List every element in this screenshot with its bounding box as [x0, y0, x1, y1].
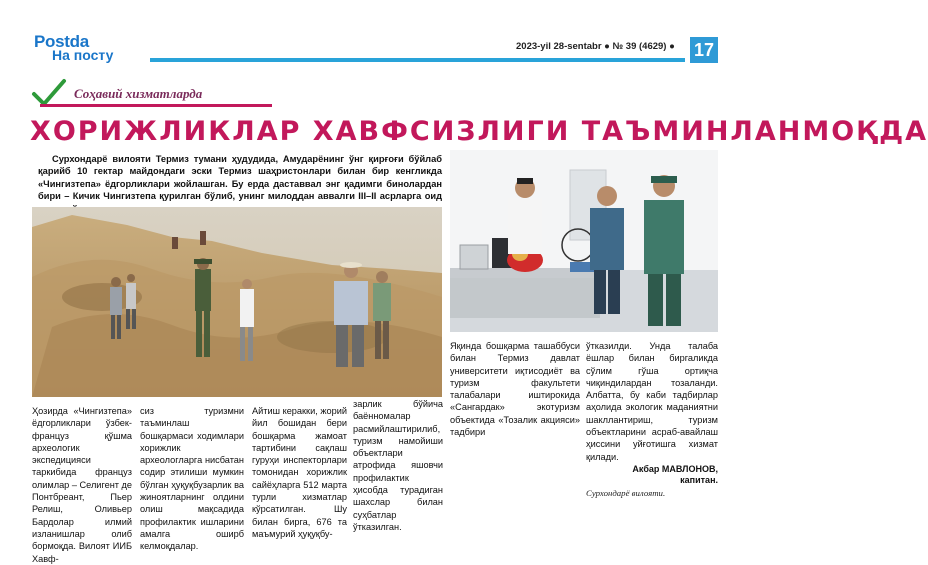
- article-column-4: зарлик бўйича баённомалар расмийлаштирилиб, туризм намойиши объектлари атрофида яшовчи профилактик ҳисобда турадиган шахслар билан суҳбатлар ўтказилган.: [353, 399, 443, 532]
- logo-line1: Postda: [34, 32, 89, 51]
- page-number: 17: [690, 37, 718, 63]
- author-rank: капитан.: [680, 475, 718, 485]
- university-room-photo: [450, 150, 718, 332]
- header-rule: [150, 58, 685, 62]
- headline: ХОРИЖЛИКЛАР ХАВФСИЗЛИГИ ТАЪМИНЛАНМОҚДА: [30, 116, 928, 147]
- newspaper-logo: [34, 32, 139, 68]
- author-name: Акбар МАВЛОНОВ,: [632, 464, 718, 474]
- logo-line2: На посту: [52, 47, 114, 63]
- article-column-1: Ҳозирда «Чингизтепа» ёдгорликлари ўзбек-француз қўшма археологик экспедицияси таркибида француз олимлар – Селигент де Понтбреант, Пьер Релиш, Оливьер Бардолар илмий изланишлар олиб бормоқда. Вилоят ИИБ Хавф-: [32, 406, 133, 564]
- dateline-place: Сурхондарё вилояти.: [586, 488, 666, 498]
- article-column-3: Айтиш керакки, жорий йил бошидан бери бошқарма жамоат тартибини сақлаш гуруҳи инспекторлари томонидан хорижлик сайёҳларга 512 марта турли хизматлар кўрсатилган. Шу билан бирга, 676 та маъмурий ҳуқуқбу-: [252, 406, 347, 539]
- lead-paragraph: Сурхондарё вилояти Термиз тумани ҳудудида, Амударёнинг ўнг қирғоғи бўйлаб қарийб 10 гектар майдондаги эски Термиз шаҳристонлари билан бир кенгликда «Чингизтепа» ёдгорликлари жойлашган. Бу ерда даставвал энг қадимги бинолардан бири – Кичик Чингизтепа қурилган бўлиб, унинг милоддан аввалги III–II асрларга оид: [38, 154, 442, 202]
- article-column-5: Яқинда бошқарма ташаббуси билан Термиз давлат университети иқтисодиёт ва туризм факультети талабалари иштирокида «Сангардак» экотуризм объектида «Тозалик акцияси» тадбири: [450, 341, 580, 438]
- excavation-site-photo: [32, 207, 442, 397]
- section-rule: [40, 104, 272, 107]
- issue-info: 2023-yil 28-sentabr ● № 39 (4629) ●: [516, 41, 675, 52]
- article-column-2: сиз туризмни таъминлаш бошқармаси ходимлари хорижлик археологларга нисбатан содир этилиши мумкин бўлган ҳуқуқбузарлик ва жиноятларнинг олдини олиш мақсадида профилактик ишларини амалга оширб келмоқдалар.: [140, 406, 244, 552]
- section-label: Соҳавий хизматларда: [74, 86, 203, 101]
- article-column-6: ўтказилди. Унда талаба ёшлар билан биргаликда сўлим гўша ортиқча чиқиндилардан тозаланди. Албатта, бу каби тадбирлар аҳолида экологик маданиятни шакллантириш, туризм объектларини асраб-авайлаш ҳиссини уйғотишга хизмат қилади.: [586, 341, 718, 462]
- author-byline: [586, 464, 718, 486]
